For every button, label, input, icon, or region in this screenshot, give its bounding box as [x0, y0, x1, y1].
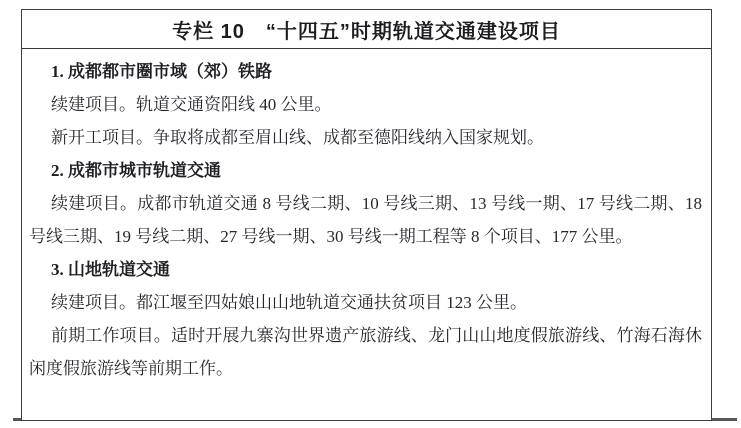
- section-3-paragraph-continuing-projects: 续建项目。都江堰至四姑娘山山地轨道交通扶贫项目 123 公里。: [51, 293, 527, 312]
- section-2-paragraph-continuing-projects: 续建项目。成都市轨道交通 8 号线二期、10 号线三期、13 号线一期、17 号线二期、18 号线三期、19 号线二期、27 号线一期、30 号线一期工程等 8 个项目、177 公里。: [29, 194, 702, 246]
- box-title-text: 专栏 10 “十四五”时期轨道交通建设项目: [172, 20, 561, 43]
- section-3-paragraph-preliminary-work: 前期工作项目。适时开展九寨沟世界遗产旅游线、龙门山山地度假旅游线、竹海石海休闲度假旅游线等前期工作。: [29, 326, 702, 378]
- box-body: [22, 49, 711, 385]
- section-1-paragraph-continuing-projects: 续建项目。轨道交通资阳线 40 公里。: [51, 95, 332, 114]
- section-2-heading: 2. 成都市城市轨道交通: [51, 161, 221, 180]
- section-1-paragraph-new-projects: 新开工项目。争取将成都至眉山线、成都至德阳线纳入国家规划。: [51, 128, 544, 147]
- section-1-heading: 1. 成都都市圈市域（郊）铁路: [51, 62, 272, 81]
- project-box: [21, 9, 712, 421]
- box-title: [22, 10, 711, 49]
- section-3-heading: 3. 山地轨道交通: [51, 260, 170, 279]
